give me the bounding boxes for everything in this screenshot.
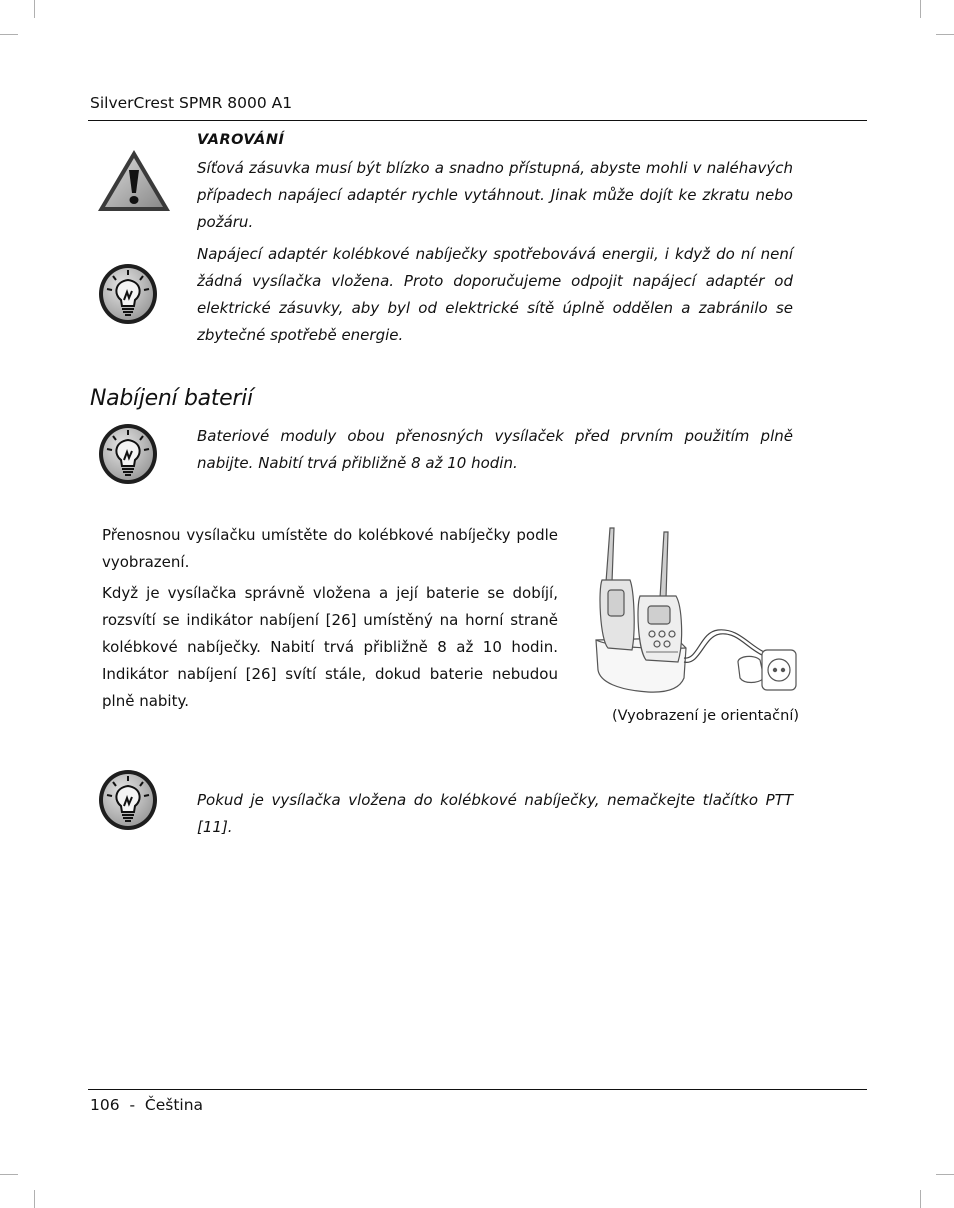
tip-text: Napájecí adaptér kolébkové nabíječky spotřebovává energii, i když do ní není žádná vysílačka vložena. Proto doporučujeme odpojit napájecí adaptér od elektrické zásuvky, aby byl od elektrické sítě úplně oddělen a zabránilo se zbytečné spotřebě energie. (197, 245, 793, 344)
body-text (102, 522, 558, 719)
crop-mark (920, 1190, 921, 1208)
crop-mark (34, 0, 35, 18)
crop-mark (0, 1174, 18, 1175)
crop-mark (34, 1190, 35, 1208)
lightbulb-icon (97, 422, 159, 486)
crop-mark (920, 0, 921, 18)
header-title: SilverCrest SPMR 8000 A1 (90, 94, 293, 112)
header-rule (88, 120, 867, 121)
lightbulb-icon (97, 768, 159, 832)
charging-cradle-illustration (588, 520, 804, 700)
tip-block-energy (197, 241, 793, 349)
crop-mark (936, 34, 954, 35)
crop-mark (0, 34, 18, 35)
tip-block-charging (197, 423, 793, 477)
section-heading: Nabíjení baterií (90, 386, 253, 411)
figure-caption: (Vyobrazení je orientační) (612, 708, 799, 724)
lightbulb-icon (97, 262, 159, 326)
footer-rule (88, 1089, 867, 1090)
tip-block-ptt (197, 787, 793, 841)
crop-mark (936, 1174, 954, 1175)
body-paragraph: Když je vysílačka správně vložena a její baterie se dobíjí, rozsvítí se indikátor nabíjení [26] umístěný na horní straně kolébkové nabíječky. Nabití trvá přibližně 8 až 10 hodin. Indikátor nabíjení [26] svítí stále, dokud baterie nebudou plně nabity. (102, 584, 558, 710)
body-paragraph: Přenosnou vysílačku umístěte do kolébkové nabíječky podle vyobrazení. (102, 526, 558, 571)
page-footer: 106 - Čeština (90, 1096, 204, 1114)
tip-text: Pokud je vysílačka vložena do kolébkové nabíječky, nemačkejte tlačítko PTT [11]. (197, 791, 793, 836)
warning-triangle-icon (96, 148, 172, 214)
warning-text: Síťová zásuvka musí být blízko a snadno přístupná, abyste mohli v naléhavých případech napájecí adaptér rychle vytáhnout. Jinak může dojít ke zkratu nebo požáru. (197, 159, 793, 231)
warning-title: VAROVÁNÍ (197, 132, 285, 148)
tip-text: Bateriové moduly obou přenosných vysílaček před prvním použitím plně nabijte. Nabití trvá přibližně 8 až 10 hodin. (197, 427, 793, 472)
warning-block (197, 130, 793, 236)
